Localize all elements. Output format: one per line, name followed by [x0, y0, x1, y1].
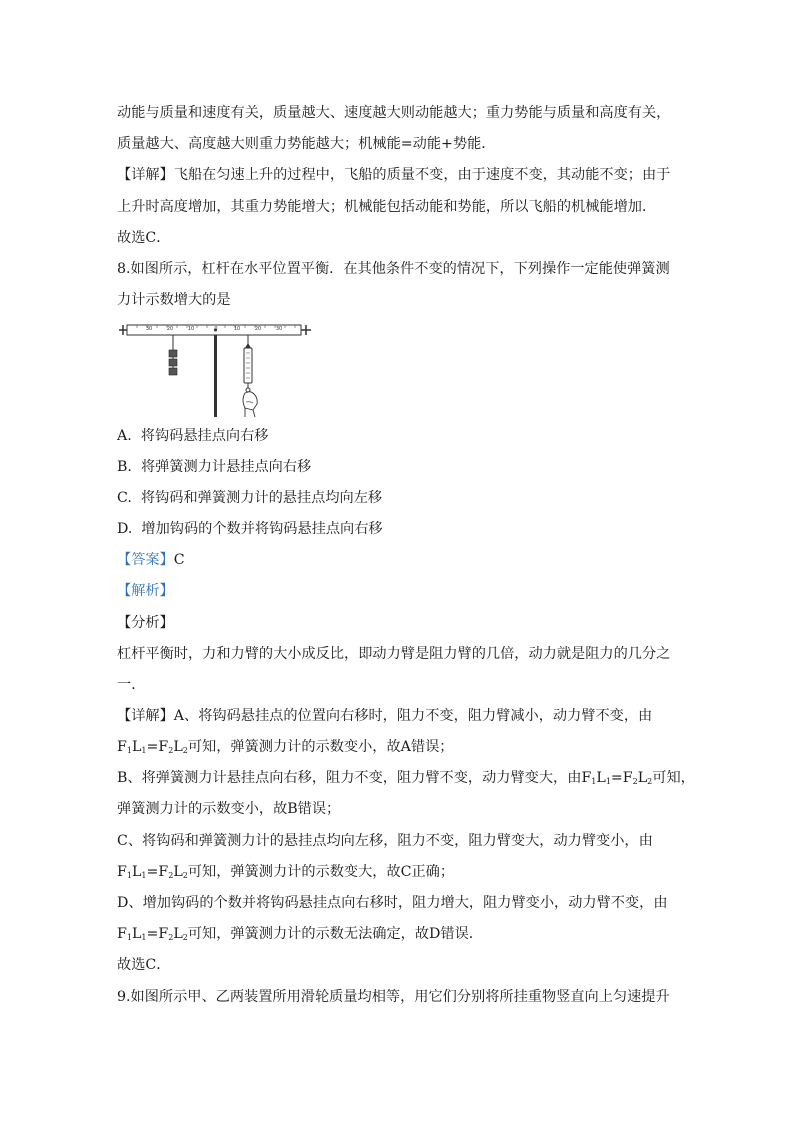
answer-value: C: [173, 552, 185, 568]
formula: $F_1L_1=F_2L_2$: [117, 926, 188, 942]
option-c: C. 将钩码和弹簧测力计的悬挂点均向左移: [117, 490, 383, 506]
detail-c-line2: $F_1L_1=F_2L_2$可知，弹簧测力计的示数变大，故C正确；: [117, 864, 455, 880]
tick-label: 20: [166, 326, 174, 332]
tick-label: 20: [254, 326, 262, 332]
fenxi-tag: 【分析】: [117, 615, 174, 631]
option-b: B. 将弹簧测力计悬挂点向右移: [117, 459, 312, 475]
tick-label: 10: [233, 326, 241, 332]
option-d: D. 增加钩码的个数并将钩码悬挂点向右移: [117, 521, 383, 537]
conclusion: 故选C．: [117, 230, 171, 246]
detail-tag: 【详解】: [117, 167, 174, 183]
conclusion: 故选C．: [117, 957, 171, 973]
question-stem: 8.如图所示，杠杆在水平位置平衡．在其他条件不变的情况下，下列操作一定能使弹簧测: [117, 261, 670, 277]
detail-a-line1: 【详解】A、将钩码悬挂点的位置向右移时，阻力不变，阻力臂减小，动力臂不变，由: [117, 708, 653, 724]
formula: $F_1L_1=F_2L_2$: [581, 770, 653, 786]
detail-paragraph: [117, 166, 670, 184]
analysis-tag: 【解析】: [117, 583, 174, 599]
detail-b-line1: B、将弹簧测力计悬挂点向右移，阻力不变，阻力臂不变，动力臂变大，由$F_1L_1=F_2L_2$可知，: [117, 770, 695, 786]
text-line: 上升时高度增加，其重力势能增大；机械能包括动能和势能，所以飞船的机械能增加．: [117, 199, 657, 215]
question-stem: 9.如图所示甲、乙两装置所用滑轮质量均相等，用它们分别将所挂重物竖直向上匀速提升: [117, 989, 670, 1005]
formula: $F_1L_1=F_2L_2$: [117, 739, 188, 755]
text-line: 一．: [117, 677, 146, 693]
tick-label: 30: [145, 326, 153, 332]
text-line: 质量越大、高度越大则重力势能越大；机械能=动能+势能．: [117, 136, 496, 152]
question-stem: 力计示数增大的是: [117, 292, 231, 308]
tick-label: 30: [275, 326, 283, 332]
tick-label: 10: [187, 326, 195, 332]
detail-b-line2: 弹簧测力计的示数变小，故B错误；: [117, 801, 341, 817]
detail-a-line2: $F_1L_1=F_2L_2$可知，弹簧测力计的示数变小，故A错误；: [117, 739, 454, 755]
answer-line: [117, 551, 185, 569]
answer-tag: 【答案】: [117, 552, 174, 568]
option-a: A. 将钩码悬挂点向右移: [117, 428, 269, 444]
text-line: 杠杆平衡时，力和力臂的大小成反比，即动力臂是阻力臂的几倍，动力就是阻力的几分之: [117, 646, 671, 662]
lever-figure: [117, 318, 313, 418]
detail-c-line1: C、将钩码和弹簧测力计的悬挂点均向左移，阻力不变，阻力臂变大，动力臂变小，由: [117, 833, 653, 849]
text-line: 动能与质量和速度有关，质量越大、速度越大则动能越大；重力势能与质量和高度有关，: [117, 105, 671, 121]
detail-d-line1: D、增加钩码的个数并将钩码悬挂点向右移时，阻力增大，阻力臂变小，动力臂不变，由: [117, 895, 668, 911]
text-line: 飞船在匀速上升的过程中，飞船的质量不变，由于速度不变，其动能不变；由于: [173, 167, 671, 183]
formula: $F_1L_1=F_2L_2$: [117, 864, 188, 880]
detail-d-line2: $F_1L_1=F_2L_2$可知，弹簧测力计的示数无法确定，故D错误．: [117, 926, 483, 942]
